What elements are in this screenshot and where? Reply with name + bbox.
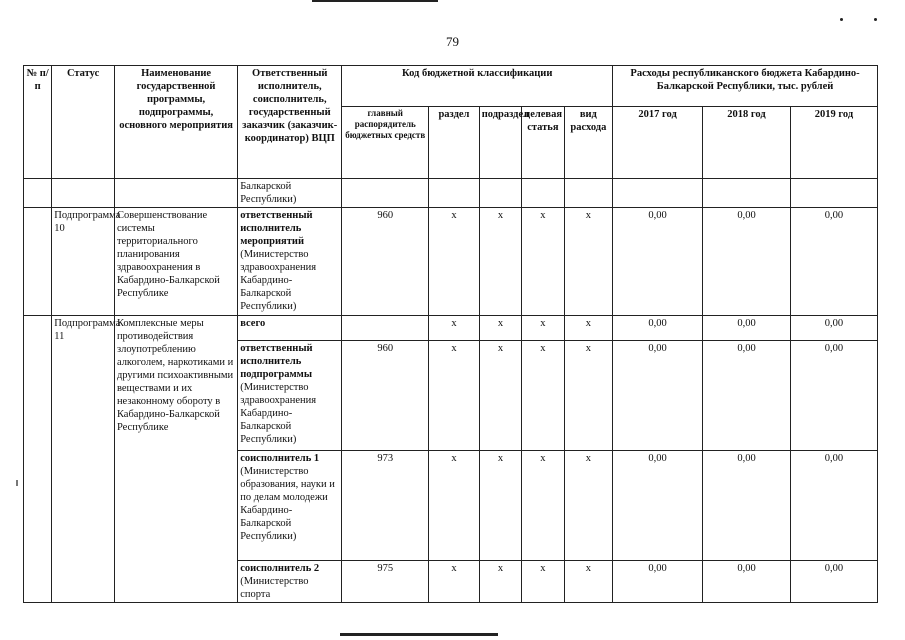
cell-2017: 0,00 bbox=[613, 341, 703, 451]
cell-2019: 0,00 bbox=[790, 561, 877, 603]
scan-speck bbox=[874, 18, 877, 21]
header-name: Наименование государственной программы, подпрограммы, основного мероприятия bbox=[114, 66, 237, 179]
cell-kind: х bbox=[564, 208, 613, 316]
header-expenses-group: Расходы республиканского бюджета Кабардино-Балкарской Республики, тыс. рублей bbox=[613, 66, 878, 107]
header-target-article: целевая статья bbox=[522, 107, 564, 179]
cell-grbs bbox=[342, 316, 429, 341]
cell-2018: 0,00 bbox=[703, 208, 791, 316]
scan-artifact-bottom bbox=[340, 633, 498, 636]
cell-2017: 0,00 bbox=[613, 451, 703, 561]
cell-subsection: х bbox=[479, 208, 521, 316]
cell-target: х bbox=[522, 208, 564, 316]
cell-status bbox=[52, 179, 115, 208]
responsible-org: (Министерство здравоохранения Кабардино-Балкарской Республики) bbox=[240, 382, 317, 445]
header-year-2018: 2018 год bbox=[703, 107, 791, 179]
cell-status: Подпрограмма 11 bbox=[52, 316, 115, 603]
cell-grbs: 960 bbox=[342, 341, 429, 451]
budget-table bbox=[23, 65, 878, 603]
cell-responsible bbox=[238, 451, 342, 561]
header-subsection: подраздел bbox=[479, 107, 521, 179]
cell-2017 bbox=[613, 179, 703, 208]
cell-2018: 0,00 bbox=[703, 561, 791, 603]
cell-num bbox=[24, 208, 52, 316]
header-code-group: Код бюджетной классификации bbox=[342, 66, 613, 107]
responsible-role: ответственный исполнитель мероприятий bbox=[240, 210, 313, 247]
cell-name bbox=[114, 179, 237, 208]
cell-2017: 0,00 bbox=[613, 316, 703, 341]
cell-num bbox=[24, 179, 52, 208]
cell-subsection: х bbox=[479, 561, 521, 603]
responsible-role: соисполнитель 2 bbox=[240, 563, 320, 574]
cell-subsection bbox=[479, 179, 521, 208]
cell-target: х bbox=[522, 561, 564, 603]
cell-2018: 0,00 bbox=[703, 451, 791, 561]
responsible-role: соисполнитель 1 bbox=[240, 453, 320, 464]
cell-target: х bbox=[522, 316, 564, 341]
scan-mark bbox=[16, 480, 18, 486]
cell-responsible bbox=[238, 341, 342, 451]
responsible-org: Балкарской Республики) bbox=[240, 181, 297, 205]
cell-2019: 0,00 bbox=[790, 208, 877, 316]
cell-subsection: х bbox=[479, 451, 521, 561]
cell-section: х bbox=[429, 316, 480, 341]
cell-status: Подпрограмма 10 bbox=[52, 208, 115, 316]
header-expense-kind: вид расхода bbox=[564, 107, 613, 179]
cell-num bbox=[24, 316, 52, 603]
cell-grbs: 975 bbox=[342, 561, 429, 603]
cell-2019 bbox=[790, 179, 877, 208]
cell-2019: 0,00 bbox=[790, 316, 877, 341]
cell-grbs: 973 bbox=[342, 451, 429, 561]
cell-name: Комплексные меры противодействия злоупотреблению алкоголем, наркотиками и другими психоактивными веществами и их незаконному обороту в Кабардино-Балкарской Республике bbox=[114, 316, 237, 603]
cell-target bbox=[522, 179, 564, 208]
cell-2017: 0,00 bbox=[613, 208, 703, 316]
responsible-org: (Министерство спорта bbox=[240, 576, 309, 600]
responsible-role: ответственный исполнитель подпрограммы bbox=[240, 343, 313, 380]
cell-kind: х bbox=[564, 316, 613, 341]
cell-section bbox=[429, 179, 480, 208]
cell-2019: 0,00 bbox=[790, 451, 877, 561]
cell-responsible bbox=[238, 179, 342, 208]
header-year-2017: 2017 год bbox=[613, 107, 703, 179]
cell-subsection: х bbox=[479, 341, 521, 451]
scan-speck bbox=[840, 18, 843, 21]
page-number: 79 bbox=[446, 34, 459, 49]
cell-grbs bbox=[342, 179, 429, 208]
table-row bbox=[24, 179, 878, 208]
cell-2017: 0,00 bbox=[613, 561, 703, 603]
cell-target: х bbox=[522, 341, 564, 451]
header-responsible: Ответственный исполнитель, соисполнитель, государственный заказчик (заказчик-координатор) ВЦП bbox=[238, 66, 342, 179]
cell-2018 bbox=[703, 179, 791, 208]
header-num: № п/п bbox=[24, 66, 52, 179]
cell-section: х bbox=[429, 341, 480, 451]
cell-responsible bbox=[238, 208, 342, 316]
responsible-org: (Министерство образования, науки и по делам молодежи Кабардино-Балкарской Республики) bbox=[240, 466, 335, 542]
cell-2018: 0,00 bbox=[703, 316, 791, 341]
header-year-2019: 2019 год bbox=[790, 107, 877, 179]
cell-section: х bbox=[429, 208, 480, 316]
table-row bbox=[24, 208, 878, 316]
cell-section: х bbox=[429, 561, 480, 603]
cell-name: Совершенствование системы территориального планирования здравоохранения в Кабардино-Балкарской Республике bbox=[114, 208, 237, 316]
header-status: Статус bbox=[52, 66, 115, 179]
cell-grbs: 960 bbox=[342, 208, 429, 316]
cell-2019: 0,00 bbox=[790, 341, 877, 451]
table-row bbox=[24, 316, 878, 341]
cell-subsection: х bbox=[479, 316, 521, 341]
cell-responsible bbox=[238, 316, 342, 341]
scan-artifact-top bbox=[312, 0, 438, 2]
cell-responsible bbox=[238, 561, 342, 603]
responsible-role: всего bbox=[240, 318, 266, 329]
responsible-org: (Министерство здравоохранения Кабардино-Балкарской Республики) bbox=[240, 249, 317, 312]
cell-section: х bbox=[429, 451, 480, 561]
cell-kind: х bbox=[564, 451, 613, 561]
cell-kind bbox=[564, 179, 613, 208]
cell-target: х bbox=[522, 451, 564, 561]
header-main-manager: главный распорядитель бюджетных средств bbox=[342, 107, 429, 179]
cell-kind: х bbox=[564, 561, 613, 603]
header-section: раздел bbox=[429, 107, 480, 179]
cell-2018: 0,00 bbox=[703, 341, 791, 451]
cell-kind: х bbox=[564, 341, 613, 451]
